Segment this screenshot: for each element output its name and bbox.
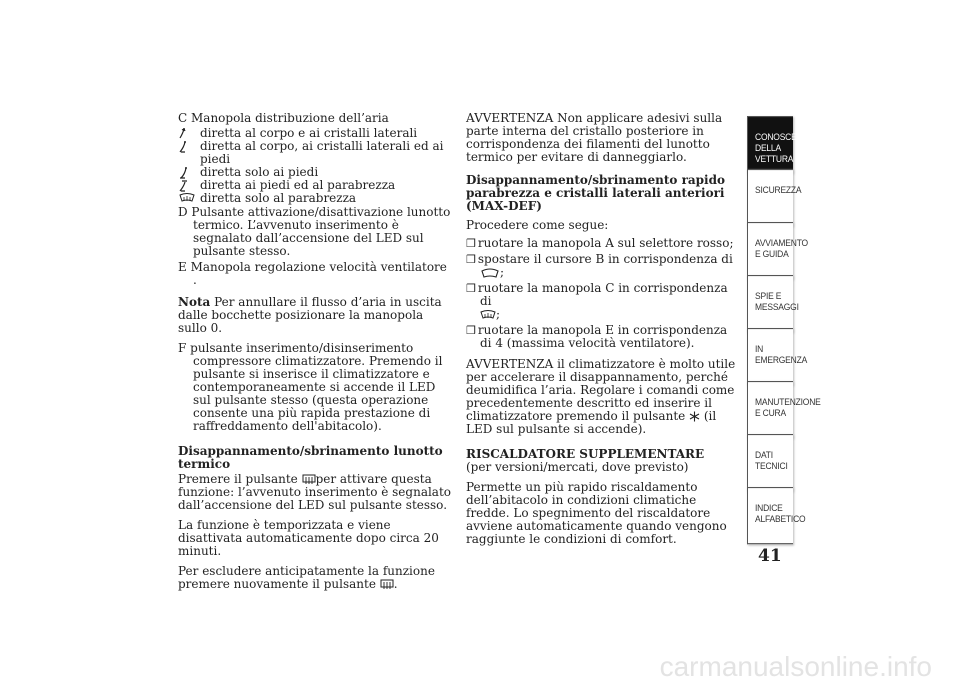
warning-adhesive: AVVERTENZA Non applicare adesivi sulla parte interna del cristallo posteriore in corrispondenza dei filamenti del lunotto termico per evitare di danneggiarlo. <box>466 111 723 164</box>
watermark: carmanualsonline.info <box>659 651 932 682</box>
nota: Nota Per annullare il flusso d’aria in uscita dalle bocchette posizionare la manopola sullo 0. <box>178 295 442 335</box>
paragraph-exclude: Per escludere anticipatamente la funzione premere nuovamente il pulsante . <box>178 564 435 591</box>
tab-indice[interactable]: INDICE ALFABETICO <box>747 487 793 544</box>
vent-feet-windshield-icon <box>178 179 200 192</box>
c-item-windshield: diretta solo al parabrezza <box>178 192 454 205</box>
chapter-tabs <box>747 116 821 540</box>
windshield-defrost-icon <box>480 267 500 279</box>
tab-emergenza[interactable]: IN EMERGENZA <box>747 328 793 385</box>
rear-defrost-icon <box>380 579 394 590</box>
step-1: ❒ ruotare la manopola A sul selettore rosso; <box>466 236 734 250</box>
windshield-icon <box>480 309 496 321</box>
tab-spie[interactable]: SPIE E MESSAGGI <box>747 275 793 332</box>
step-3: ❒ ruotare la manopola C in corrispondenza di ; <box>466 281 728 321</box>
paragraph-rear-defrost: Premere il pulsante per attivare questa funzione: l’avvenuto inserimento è segnalato dall’accensione del LED sul pulsante stesso. <box>178 472 452 512</box>
tab-dati-tecnici[interactable]: DATI TECNICI <box>747 434 793 491</box>
rear-defrost-icon <box>302 474 316 485</box>
c-item-feet: diretta solo ai piedi <box>178 166 454 179</box>
vent-body-feet-icon <box>178 140 200 153</box>
intro: Procedere come segue: <box>466 218 609 232</box>
heading-max-def: Disappannamento/sbrinamento rapido parabrezza e cristalli laterali anteriori (MAX-DEF) <box>466 173 726 213</box>
c-title: C Manopola distribuzione dell’aria <box>178 111 389 125</box>
e-item: E Manopola regolazione velocità ventilatore . <box>178 260 447 287</box>
step-2: ❒ spostare il cursore B in corrispondenza di ; <box>466 252 733 279</box>
d-item: D Pulsante attivazione/disattivazione lunotto termico. L’avvenuto inserimento è segnalato dall’accensione del LED sul pulsante stesso. <box>178 205 451 258</box>
c-item-body: diretta al corpo e ai cristalli laterali <box>178 127 454 140</box>
paragraph-heater: Permette un più rapido riscaldamento dell’abitacolo in condizioni climatiche fredde. Lo spegnimento del riscaldatore avviene automaticamente quando vengono raggiunte le condizioni di comfort. <box>466 480 727 546</box>
vent-feet-icon <box>178 166 200 179</box>
c-item-feet-windshield: diretta ai piedi ed al parabrezza <box>178 179 454 192</box>
paragraph-timer: La funzione è temporizzata e viene disattivata automaticamente dopo circa 20 minuti. <box>178 518 439 558</box>
heading-heater: RISCALDATORE SUPPLEMENTARE <box>466 447 705 461</box>
tab-avviamento[interactable]: AVVIAMENTO E GUIDA <box>747 222 793 279</box>
snowflake-icon <box>689 411 700 422</box>
right-column <box>466 112 742 553</box>
f-item: F pulsante inserimento/disinserimento compressore climatizzatore. Premendo il pulsante si inserisce il climatizzatore e contemporaneamente si accende il LED sul pulsante stesso (questa operazione consente una più rapida prestazione di raffreddamento dell'abitacolo). <box>178 341 443 433</box>
heater-subtitle: (per versioni/mercati, dove previsto) <box>466 460 689 474</box>
windshield-icon <box>178 192 200 205</box>
c-item-body-feet: diretta al corpo, ai cristalli laterali ed ai piedi <box>178 140 454 166</box>
step-4: ❒ ruotare la manopola E in corrispondenza di 4 (massima velocità ventilatore). <box>466 323 728 350</box>
heading-rear-defrost: Disappannamento/sbrinamento lunotto termico <box>178 444 443 471</box>
page-number: 41 <box>758 546 782 566</box>
tab-manutenzione[interactable]: MANUTENZIONE E CURA <box>747 381 793 438</box>
tab-conoscenza[interactable]: CONOSCENZA DELLA VETTURA <box>747 116 793 173</box>
tab-sicurezza[interactable]: SICUREZZA <box>747 169 793 226</box>
vent-body-icon <box>178 127 200 140</box>
left-column <box>178 112 454 598</box>
warning-climate: AVVERTENZA il climatizzatore è molto utile per accelerare il disappannamento, perché deumidifica l’aria. Regolare i comandi come precedentemente descritto ed inserire il climatizzatore premendo il pulsante (il LED sul pulsante si accende). <box>466 357 736 436</box>
